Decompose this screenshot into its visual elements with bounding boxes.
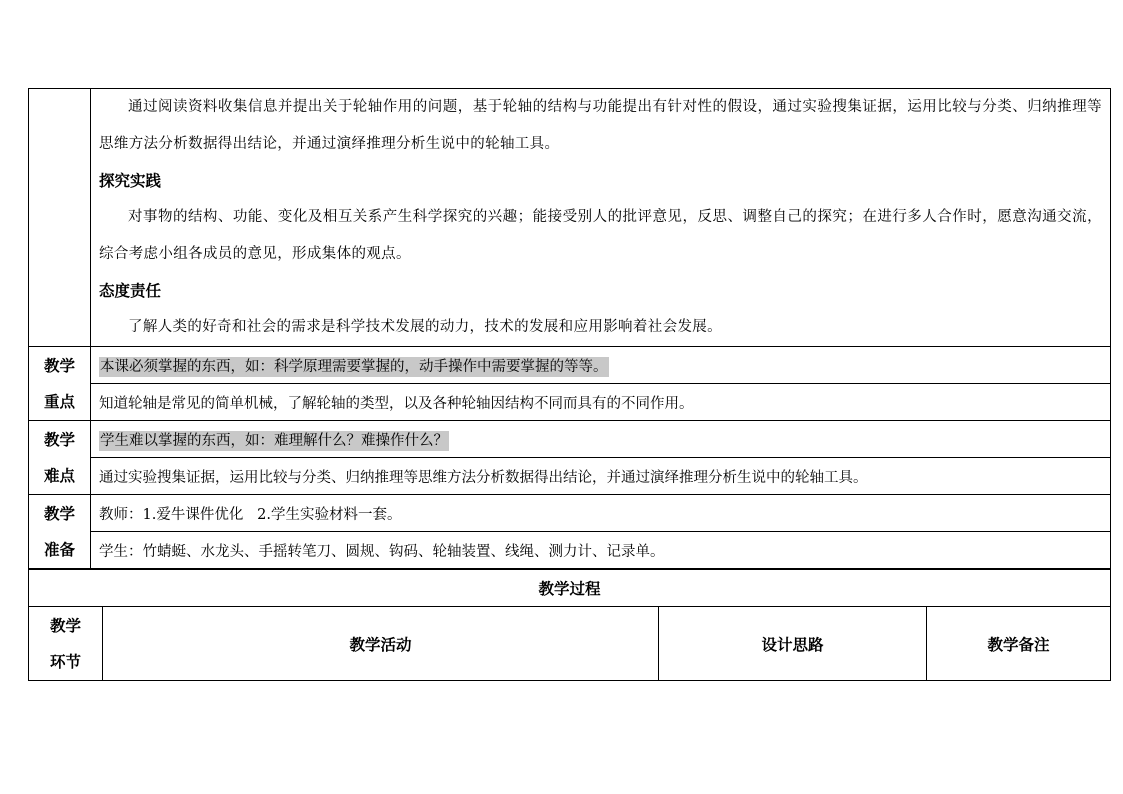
attitude-paragraph: 了解人类的好奇和社会的需求是科学技术发展的动力，技术的发展和应用影响着社会发展。 [128,319,722,335]
key-points-row-1 [29,347,1111,384]
difficulties-hint: 学生难以掌握的东西，如：难理解什么？难操作什么？ [100,432,448,449]
difficulties-content: 通过实验搜集证据，运用比较与分类、归纳推理等思维方法分析数据得出结论，并通过演绎推理分析生说中的轮轴工具。 [91,458,1111,495]
goals-content-cell [91,89,1111,347]
preparation-student: 学生：竹蜻蜓、水龙头、手摇转笔刀、圆规、钩码、轮轴装置、线绳、测力计、记录单。 [91,532,1111,569]
key-points-label-line-1: 教学 [43,355,75,375]
col-design-header: 设计思路 [659,607,927,681]
practice-paragraph: 对事物的结构、功能、变化及相互关系产生科学探究的兴趣；能接受别人的批评意见，反思、调整自己的探究；在进行多人合作时，愿意沟通交流，综合考虑小组各成员的意见，形成集体的观点。 [99,209,1102,262]
process-header-row [29,607,1111,681]
difficulties-hint-cell [91,421,1111,458]
goals-label-cell [29,89,91,347]
difficulties-label [29,421,91,495]
key-points-hint: 本课必须掌握的东西，如：科学原理需要掌握的，动手操作中需要掌握的等等。 [100,358,608,375]
preparation-row-1 [29,495,1111,532]
col-notes-header: 教学备注 [927,607,1111,681]
goals-row [29,89,1111,347]
difficulties-label-line-1: 教学 [43,429,75,449]
process-title: 教学过程 [29,570,1111,607]
key-points-label [29,347,91,421]
practice-title: 探究实践 [99,171,162,190]
col-stage-line-2: 环节 [49,651,81,671]
preparation-teacher: 教师：1.爱牛课件优化 2.学生实验材料一套。 [91,495,1111,532]
process-title-row [29,570,1111,607]
lesson-plan-table [28,88,1111,569]
key-points-row-2 [29,384,1111,421]
difficulties-row-1 [29,421,1111,458]
attitude-title: 态度责任 [99,281,162,300]
difficulties-row-2 [29,458,1111,495]
key-points-content: 知道轮轴是常见的简单机械，了解轮轴的类型，以及各种轮轴因结构不同而具有的不同作用。 [91,384,1111,421]
preparation-label-line-1: 教学 [43,503,75,523]
col-activity-header: 教学活动 [103,607,659,681]
preparation-row-2 [29,532,1111,569]
goals-intro-paragraph: 通过阅读资料收集信息并提出关于轮轴作用的问题，基于轮轴的结构与功能提出有针对性的假设，通过实验搜集证据，运用比较与分类、归纳推理等思维方法分析数据得出结论，并通过演绎推理分析生说中的轮轴工具。 [99,99,1102,152]
preparation-label-line-2: 准备 [43,539,75,559]
process-table [28,569,1111,681]
key-points-hint-cell [91,347,1111,384]
col-stage-header [29,607,103,681]
difficulties-label-line-2: 难点 [43,465,75,485]
key-points-label-line-2: 重点 [43,391,75,411]
col-stage-line-1: 教学 [49,615,81,635]
preparation-label [29,495,91,569]
